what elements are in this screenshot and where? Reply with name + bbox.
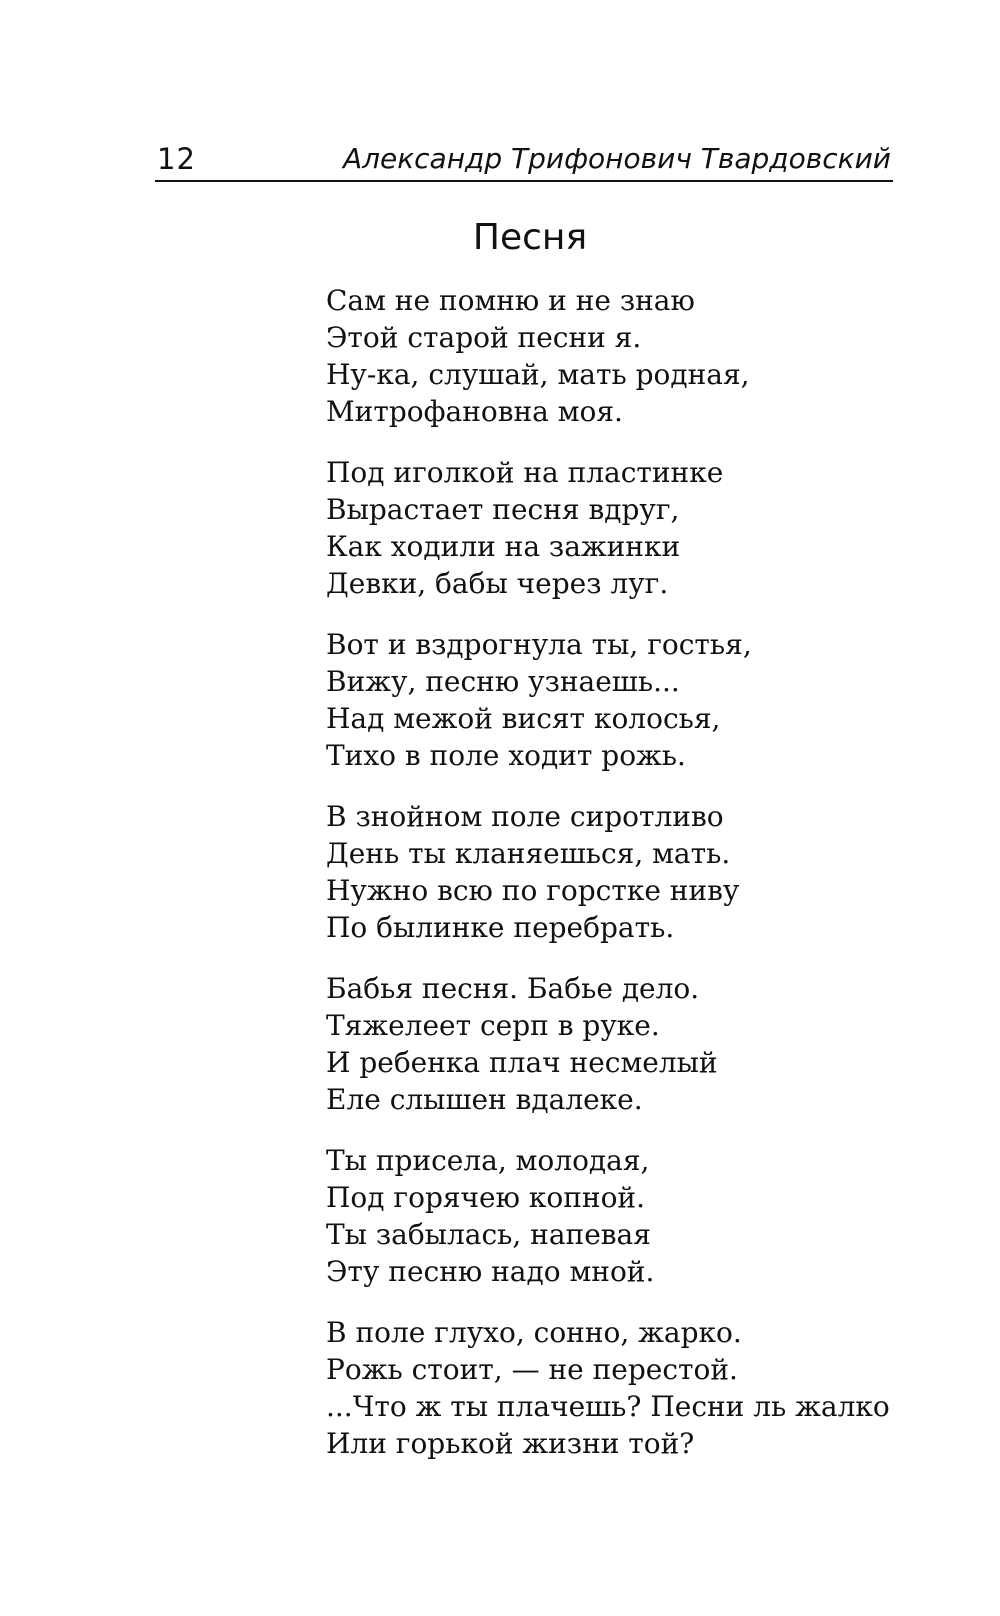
poem-line: Тяжелеет серп в руке.	[326, 1009, 660, 1042]
stanza-3	[326, 626, 926, 774]
poem-line: Сам не помню и не знаю	[326, 284, 695, 317]
poem-line: И ребенка плач несмелый	[326, 1046, 718, 1079]
poem-line: Или горькой жизни той?	[326, 1427, 695, 1460]
poem-line: Девки, бабы через луг.	[326, 567, 669, 600]
poem-line: Ты забылась, напевая	[326, 1218, 651, 1251]
poem-line: Под горячею копной.	[326, 1181, 645, 1214]
running-header	[155, 136, 893, 182]
stanza-1	[326, 282, 926, 430]
poem-title: Песня	[472, 217, 588, 258]
stanza-7	[326, 1314, 926, 1462]
page-number: 12	[157, 142, 196, 176]
poem-line: Еле слышен вдалеке.	[326, 1083, 643, 1116]
stanza-4	[326, 798, 926, 946]
poem-line: Эту песню надо мной.	[326, 1255, 655, 1288]
poem-line: Рожь стоит, — не перестой.	[326, 1353, 738, 1386]
poem-line: По былинке перебрать.	[326, 911, 675, 944]
poem-line: Под иголкой на пластинке	[326, 456, 724, 489]
poem-line: Митрофановна моя.	[326, 395, 623, 428]
poem-line: В поле глухо, сонно, жарко.	[326, 1316, 742, 1349]
poem-line: Вырастает песня вдруг,	[326, 493, 680, 526]
poem-line: Над межой висят колосья,	[326, 702, 721, 735]
poem-line: В знойном поле сиротливо	[326, 800, 724, 833]
poem-line: День ты кланяешься, мать.	[326, 837, 731, 870]
poem-body	[326, 282, 926, 1486]
stanza-6	[326, 1142, 926, 1290]
poem-line: Вот и вздрогнула ты, гостья,	[326, 628, 752, 661]
poem-line: Ну-ка, слушай, мать родная,	[326, 358, 750, 391]
poem-line: Как ходили на зажинки	[326, 530, 681, 563]
poem-line: Этой старой песни я.	[326, 321, 642, 354]
poem-line: Тихо в поле ходит рожь.	[326, 739, 686, 772]
poem-line: ...Что ж ты плачешь? Песни ль жалко	[326, 1390, 890, 1423]
poem-line: Бабья песня. Бабье дело.	[326, 972, 700, 1005]
poem-line: Ты присела, молодая,	[326, 1144, 650, 1177]
poem-line: Вижу, песню узнаешь...	[326, 665, 680, 698]
stanza-5	[326, 970, 926, 1118]
author-running-head: Александр Трифонович Твардовский	[342, 142, 891, 175]
stanza-2	[326, 454, 926, 602]
poem-line: Нужно всю по горстке ниву	[326, 874, 740, 907]
